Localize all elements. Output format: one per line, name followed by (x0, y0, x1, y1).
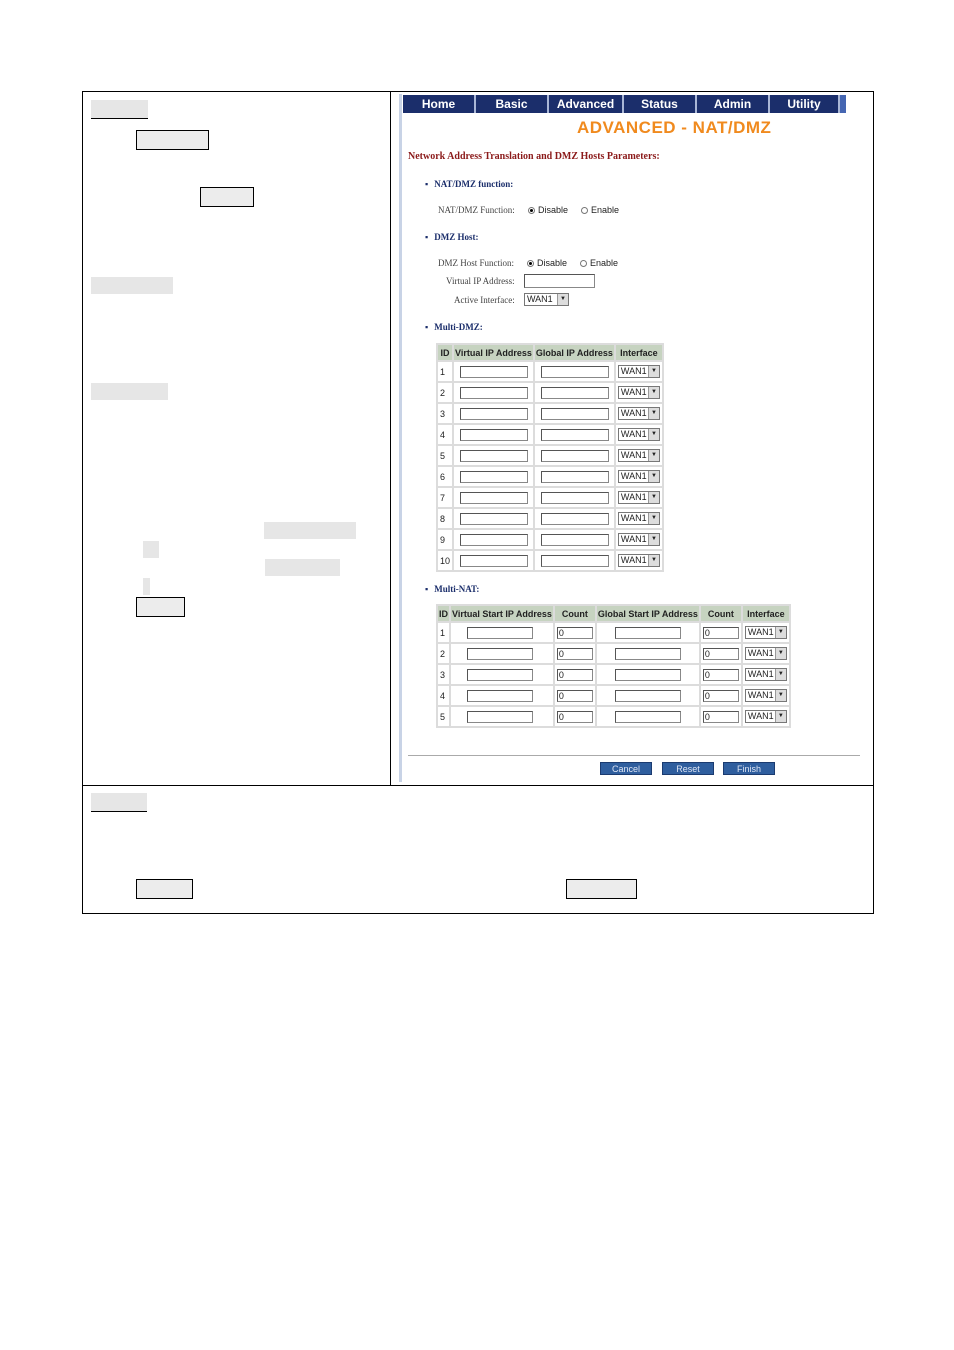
virtual-start-ip-cell (451, 623, 553, 642)
interface-select[interactable] (618, 386, 660, 399)
virtual-ip-cell (454, 404, 533, 423)
virtual-ip-cell (454, 362, 533, 381)
nav-tab-basic[interactable]: Basic (476, 95, 549, 113)
table-row (438, 404, 662, 423)
redacted-term (566, 879, 637, 899)
interface-value: WAN1 (620, 387, 647, 397)
table-row (438, 686, 789, 705)
table-row (438, 623, 789, 642)
row-id: 6 (438, 467, 452, 486)
redacted-block (265, 559, 340, 576)
count-cell (701, 665, 741, 684)
redacted-block (143, 578, 150, 595)
interface-value: WAN1 (620, 408, 647, 418)
redacted-block (264, 522, 356, 539)
virtual-ip-cell (454, 530, 533, 549)
redacted-block (143, 541, 159, 558)
interface-select[interactable] (618, 491, 660, 504)
virtual-ip-input[interactable] (460, 366, 528, 378)
virtual-start-ip-cell (451, 707, 553, 726)
interface-cell (616, 446, 662, 465)
interface-cell (743, 665, 789, 684)
row-divider (82, 785, 874, 786)
count-cell (555, 644, 595, 663)
virtual-ip-input[interactable] (460, 471, 528, 483)
global-ip-cell (535, 446, 614, 465)
chevron-down-icon: ▼ (648, 534, 659, 545)
virtual-ip-cell (454, 551, 533, 570)
count-cell (701, 707, 741, 726)
virtual-start-ip-cell (451, 644, 553, 663)
virtual-ip-cell (454, 509, 533, 528)
count-input[interactable]: 0 (703, 711, 739, 723)
ui-left-border (399, 94, 402, 782)
interface-select[interactable] (618, 512, 660, 525)
global-start-ip-input[interactable] (615, 627, 681, 639)
virtual-start-ip-cell (451, 665, 553, 684)
table-row (438, 425, 662, 444)
table-row (438, 551, 662, 570)
virtual-ip-input[interactable] (460, 408, 528, 420)
table-row (438, 446, 662, 465)
global-ip-input[interactable] (541, 429, 609, 441)
count-input[interactable]: 0 (703, 648, 739, 660)
global-ip-cell (535, 551, 614, 570)
row-id: 3 (438, 665, 449, 684)
virtual-start-ip-input[interactable] (467, 669, 533, 681)
nat-dmz-enable-radio[interactable]: Enable (581, 205, 619, 215)
row-id: 4 (438, 425, 452, 444)
table-row (438, 644, 789, 663)
nav-tab-status[interactable]: Status (624, 95, 697, 113)
radio-empty-icon (580, 260, 587, 267)
count-input[interactable]: 0 (557, 669, 593, 681)
dmz-host-disable-radio[interactable]: Disable (527, 258, 567, 268)
interface-cell (616, 362, 662, 381)
section-title: Network Address Translation and DMZ Hosts Parameters: (408, 151, 660, 162)
redacted-term (136, 879, 193, 899)
multi-nat-table (436, 604, 791, 728)
table-row (438, 509, 662, 528)
reset-button[interactable]: Reset (662, 762, 714, 775)
virtual-ip-cell (454, 446, 533, 465)
interface-value: WAN1 (620, 450, 647, 460)
column-header: Interface (743, 606, 789, 621)
interface-value: WAN1 (747, 669, 774, 679)
virtual-ip-cell (454, 488, 533, 507)
chevron-down-icon: ▼ (648, 471, 659, 482)
top-nav-bar (403, 95, 846, 113)
virtual-start-ip-input[interactable] (467, 627, 533, 639)
global-start-ip-input[interactable] (615, 648, 681, 660)
chevron-down-icon: ▼ (557, 294, 568, 305)
global-start-ip-input[interactable] (615, 711, 681, 723)
row-id: 2 (438, 644, 449, 663)
interface-value: WAN1 (620, 471, 647, 481)
virtual-ip-input[interactable] (524, 274, 595, 288)
global-ip-input[interactable] (541, 366, 609, 378)
interface-select[interactable] (745, 647, 787, 660)
table-row (438, 707, 789, 726)
interface-value: WAN1 (747, 648, 774, 658)
global-ip-cell (535, 530, 614, 549)
router-config-screenshot (399, 94, 867, 782)
radio-selected-icon (528, 207, 535, 214)
table-row (438, 467, 662, 486)
interface-value: WAN1 (620, 555, 647, 565)
redacted-heading (91, 100, 148, 119)
global-ip-cell (535, 383, 614, 402)
interface-select[interactable] (618, 365, 660, 378)
count-cell (555, 623, 595, 642)
interface-cell (616, 425, 662, 444)
virtual-ip-cell (454, 467, 533, 486)
global-ip-cell (535, 362, 614, 381)
count-input[interactable]: 0 (703, 669, 739, 681)
interface-cell (743, 707, 789, 726)
chevron-down-icon: ▼ (775, 711, 786, 722)
nav-tab-utility[interactable]: Utility (770, 95, 840, 113)
chevron-down-icon: ▼ (775, 690, 786, 701)
cancel-button[interactable]: Cancel (600, 762, 652, 775)
row-id: 3 (438, 404, 452, 423)
interface-value: WAN1 (620, 429, 647, 439)
interface-select[interactable] (745, 626, 787, 639)
global-start-ip-input[interactable] (615, 669, 681, 681)
page-title: ADVANCED - NAT/DMZ (577, 118, 772, 137)
virtual-start-ip-input[interactable] (467, 711, 533, 723)
row-id: 10 (438, 551, 452, 570)
table-row (438, 383, 662, 402)
redacted-term (136, 130, 209, 150)
interface-cell (743, 686, 789, 705)
global-start-ip-cell (597, 686, 699, 705)
interface-select[interactable] (745, 668, 787, 681)
count-cell (701, 644, 741, 663)
nav-tab-home[interactable]: Home (403, 95, 476, 113)
global-start-ip-cell (597, 623, 699, 642)
table-row (438, 530, 662, 549)
global-ip-input[interactable] (541, 387, 609, 399)
count-input[interactable]: 0 (557, 648, 593, 660)
column-divider (390, 91, 391, 785)
multi-dmz-heading: ▪ Multi-DMZ: (425, 322, 483, 332)
count-input[interactable]: 0 (557, 627, 593, 639)
nav-tab-admin[interactable]: Admin (697, 95, 770, 113)
row-id: 5 (438, 446, 452, 465)
virtual-ip-cell (454, 383, 533, 402)
global-ip-input[interactable] (541, 492, 609, 504)
global-start-ip-input[interactable] (615, 690, 681, 702)
interface-select[interactable] (745, 689, 787, 702)
chevron-down-icon: ▼ (648, 408, 659, 419)
interface-cell (616, 404, 662, 423)
interface-value: WAN1 (747, 711, 774, 721)
interface-value: WAN1 (747, 627, 774, 637)
interface-cell (743, 644, 789, 663)
global-start-ip-cell (597, 707, 699, 726)
interface-cell (616, 530, 662, 549)
count-cell (555, 686, 595, 705)
radio-selected-icon (527, 260, 534, 267)
global-ip-input[interactable] (541, 408, 609, 420)
virtual-ip-input[interactable] (460, 492, 528, 504)
virtual-ip-cell (454, 425, 533, 444)
interface-cell (616, 467, 662, 486)
row-id: 4 (438, 686, 449, 705)
count-input[interactable]: 0 (557, 711, 593, 723)
count-cell (701, 623, 741, 642)
chevron-down-icon: ▼ (648, 366, 659, 377)
count-cell (701, 686, 741, 705)
redacted-block (91, 383, 168, 400)
redacted-term (136, 597, 185, 617)
row-id: 2 (438, 383, 452, 402)
table-row (438, 665, 789, 684)
interface-cell (616, 383, 662, 402)
chevron-down-icon: ▼ (775, 669, 786, 680)
nat-dmz-disable-radio[interactable]: Disable (528, 205, 568, 215)
column-header: ID (438, 345, 452, 360)
chevron-down-icon: ▼ (775, 627, 786, 638)
row-id: 5 (438, 707, 449, 726)
interface-select[interactable] (745, 710, 787, 723)
interface-select[interactable] (618, 428, 660, 441)
global-ip-cell (535, 488, 614, 507)
nat-dmz-function-label: NAT/DMZ Function: (438, 205, 515, 215)
global-ip-input[interactable] (541, 513, 609, 525)
finish-button[interactable]: Finish (723, 762, 775, 775)
nat-dmz-heading: ▪ NAT/DMZ function: (425, 179, 513, 189)
interface-value: WAN1 (620, 366, 647, 376)
column-header: Count (555, 606, 595, 621)
virtual-ip-input[interactable] (460, 555, 528, 567)
column-header: Interface (616, 345, 662, 360)
count-input[interactable]: 0 (557, 690, 593, 702)
nav-tab-advanced[interactable]: Advanced (549, 95, 624, 113)
interface-select[interactable] (618, 554, 660, 567)
virtual-start-ip-input[interactable] (467, 648, 533, 660)
row-id: 9 (438, 530, 452, 549)
global-ip-cell (535, 425, 614, 444)
global-ip-cell (535, 467, 614, 486)
column-header: Virtual Start IP Address (451, 606, 553, 621)
dmz-host-heading: ▪ DMZ Host: (425, 232, 478, 242)
interface-cell (616, 509, 662, 528)
count-cell (555, 707, 595, 726)
chevron-down-icon: ▼ (648, 555, 659, 566)
chevron-down-icon: ▼ (648, 492, 659, 503)
row-id: 1 (438, 362, 452, 381)
interface-select[interactable] (618, 470, 660, 483)
table-row (438, 488, 662, 507)
redacted-term (200, 187, 254, 207)
global-ip-input[interactable] (541, 450, 609, 462)
interface-cell (616, 488, 662, 507)
radio-empty-icon (581, 207, 588, 214)
chevron-down-icon: ▼ (648, 513, 659, 524)
count-input[interactable]: 0 (703, 690, 739, 702)
global-start-ip-cell (597, 665, 699, 684)
column-header: Global IP Address (535, 345, 614, 360)
row-id: 8 (438, 509, 452, 528)
dmz-host-enable-radio[interactable]: Enable (580, 258, 618, 268)
global-ip-input[interactable] (541, 555, 609, 567)
multi-dmz-table (436, 343, 664, 572)
interface-cell (616, 551, 662, 570)
redacted-heading (91, 793, 147, 812)
footer-divider (408, 755, 860, 756)
virtual-ip-label: Virtual IP Address: (446, 276, 515, 286)
virtual-ip-input[interactable] (460, 534, 528, 546)
virtual-ip-input[interactable] (460, 450, 528, 462)
global-ip-input[interactable] (541, 471, 609, 483)
chevron-down-icon: ▼ (775, 648, 786, 659)
interface-cell (743, 623, 789, 642)
table-row (438, 362, 662, 381)
column-header: Count (701, 606, 741, 621)
column-header: ID (438, 606, 449, 621)
interface-value: WAN1 (620, 534, 647, 544)
redacted-block (91, 277, 173, 294)
virtual-ip-input[interactable] (460, 513, 528, 525)
chevron-down-icon: ▼ (648, 429, 659, 440)
virtual-start-ip-cell (451, 686, 553, 705)
active-interface-label: Active Interface: (454, 295, 515, 305)
active-interface-select[interactable]: WAN1 ▼ (524, 293, 569, 306)
interface-select[interactable] (618, 449, 660, 462)
interface-select[interactable] (618, 407, 660, 420)
chevron-down-icon: ▼ (648, 387, 659, 398)
multi-nat-heading: ▪ Multi-NAT: (425, 584, 479, 594)
global-ip-cell (535, 404, 614, 423)
column-header: Virtual IP Address (454, 345, 533, 360)
global-ip-input[interactable] (541, 534, 609, 546)
column-header: Global Start IP Address (597, 606, 699, 621)
global-ip-cell (535, 509, 614, 528)
virtual-start-ip-input[interactable] (467, 690, 533, 702)
count-input[interactable]: 0 (703, 627, 739, 639)
interface-value: WAN1 (747, 690, 774, 700)
interface-value: WAN1 (620, 513, 647, 523)
dmz-host-function-label: DMZ Host Function: (438, 258, 515, 268)
virtual-ip-input[interactable] (460, 429, 528, 441)
virtual-ip-input[interactable] (460, 387, 528, 399)
chevron-down-icon: ▼ (648, 450, 659, 461)
count-cell (555, 665, 595, 684)
interface-select[interactable] (618, 533, 660, 546)
global-start-ip-cell (597, 644, 699, 663)
row-id: 7 (438, 488, 452, 507)
nav-tail (840, 95, 846, 113)
interface-value: WAN1 (620, 492, 647, 502)
row-id: 1 (438, 623, 449, 642)
